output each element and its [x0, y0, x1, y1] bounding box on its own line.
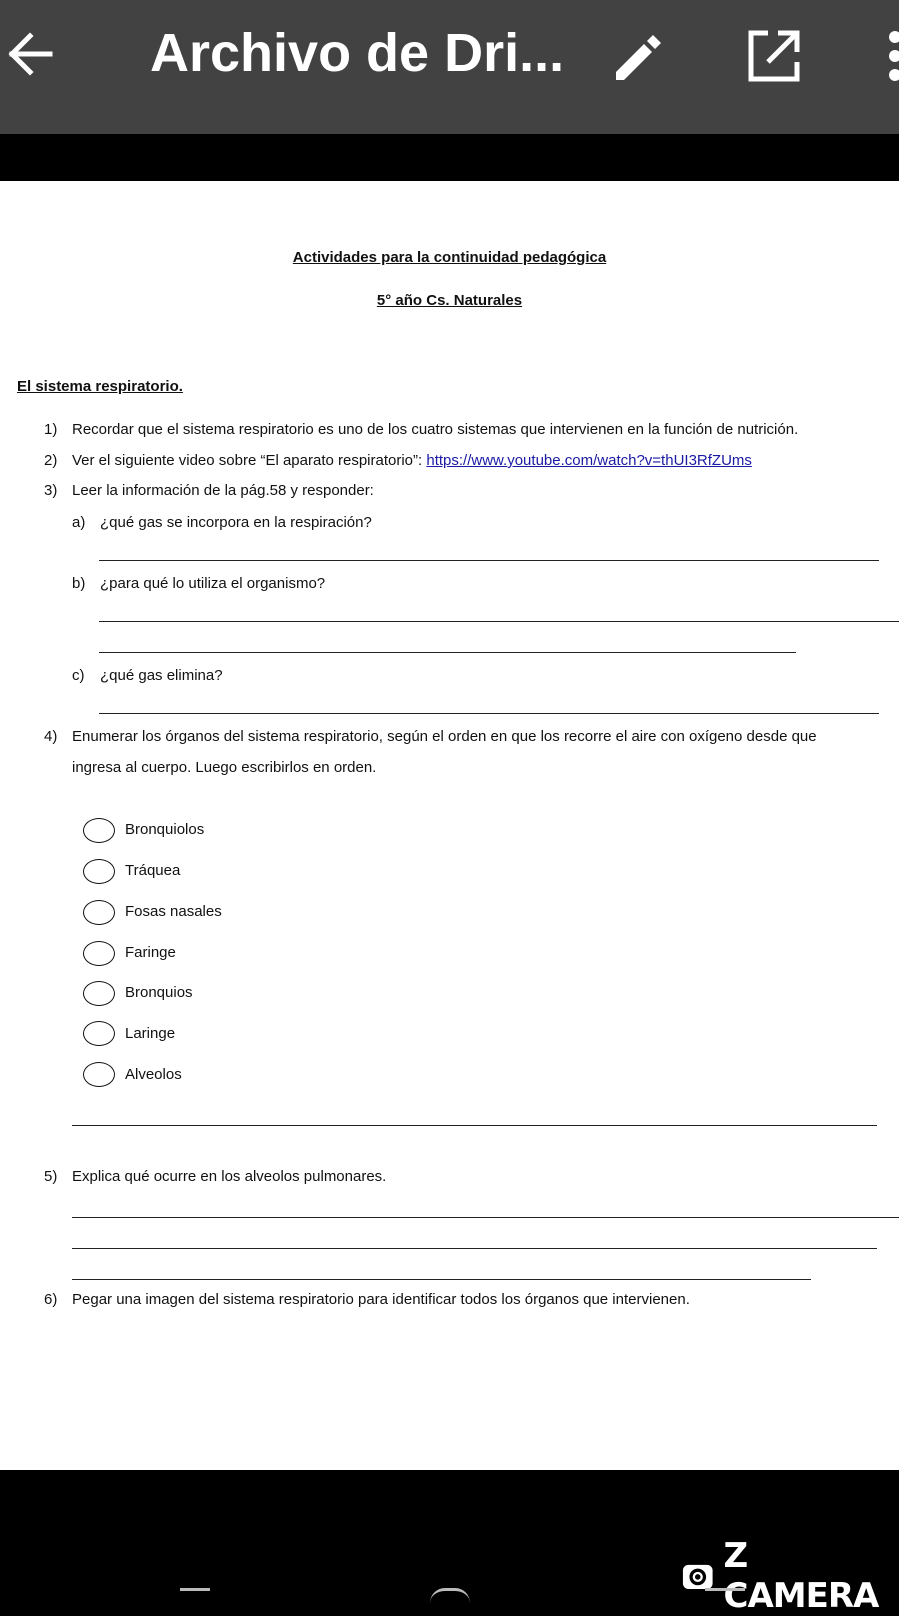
- answer-line: [72, 1248, 877, 1249]
- item-number: 5): [44, 1168, 58, 1185]
- subitem-text: ¿para qué lo utiliza el organismo?: [100, 575, 326, 592]
- item-number: 1): [44, 421, 58, 438]
- item-text: Recordar que el sistema respiratorio es uno de los cuatro sistemas que intervienen en la función de nutrición.: [72, 421, 799, 438]
- nav-home-hint[interactable]: [430, 1588, 470, 1603]
- item-number: 4): [44, 728, 58, 745]
- order-circle[interactable]: [83, 941, 115, 966]
- order-circle[interactable]: [83, 818, 115, 843]
- order-circle[interactable]: [83, 900, 115, 925]
- pencil-icon[interactable]: [610, 28, 666, 84]
- item-text: Pegar una imagen del sistema respiratorio para identificar todos los órganos que intervienen.: [72, 1291, 690, 1308]
- camera-icon: [682, 1561, 714, 1591]
- item-text: Explica qué ocurre en los alveolos pulmonares.: [72, 1168, 387, 1185]
- item-number: 2): [44, 452, 58, 469]
- watermark-text: Z CAMERA: [723, 1536, 879, 1616]
- nav-recents-hint[interactable]: [705, 1588, 745, 1603]
- subitem-letter: c): [72, 667, 85, 684]
- back-arrow-icon[interactable]: [6, 28, 54, 80]
- subitem-text: ¿qué gas se incorpora en la respiración?: [100, 514, 372, 531]
- answer-line: [99, 713, 879, 714]
- camera-watermark: [682, 1536, 899, 1616]
- item-number: 3): [44, 482, 58, 499]
- open-external-icon[interactable]: [746, 28, 802, 84]
- item-text: Leer la información de la pág.58 y responder:: [72, 482, 374, 499]
- item-text: Enumerar los órganos del sistema respiratorio, según el orden en que los recorre el aire con oxígeno desde que: [72, 728, 817, 745]
- order-circle[interactable]: [83, 1062, 115, 1087]
- nav-back-hint[interactable]: [180, 1588, 210, 1603]
- answer-line: [72, 1279, 811, 1280]
- page-title: Archivo de Dri...: [150, 23, 565, 83]
- video-link[interactable]: https://www.youtube.com/watch?v=thUI3RfZUms: [426, 452, 752, 469]
- doc-subtitle: 5° año Cs. Naturales: [376, 292, 523, 309]
- order-circle[interactable]: [83, 859, 115, 884]
- answer-line: [72, 1217, 899, 1218]
- section-heading: El sistema respiratorio.: [17, 378, 183, 395]
- document-page[interactable]: [0, 181, 899, 1470]
- subitem-letter: b): [72, 575, 86, 592]
- organ-option: Tráquea: [125, 862, 181, 879]
- answer-line: [99, 621, 899, 622]
- subitem-text: ¿qué gas elimina?: [100, 667, 223, 684]
- app-bar: [0, 0, 899, 134]
- organ-option: Bronquiolos: [125, 821, 205, 838]
- organ-option: Alveolos: [125, 1066, 182, 1083]
- answer-line: [72, 1125, 877, 1126]
- item-text-continued: ingresa al cuerpo. Luego escribirlos en orden.: [72, 759, 377, 776]
- organ-option: Faringe: [125, 944, 176, 961]
- order-circle[interactable]: [83, 981, 115, 1006]
- answer-line: [99, 652, 796, 653]
- item-text: Ver el siguiente video sobre “El aparato respiratorio”: https://www.youtube.com/watch?v=thUI3RfZUms: [72, 452, 752, 469]
- subitem-letter: a): [72, 514, 86, 531]
- organ-option: Bronquios: [125, 984, 193, 1001]
- item-number: 6): [44, 1291, 58, 1308]
- answer-line: [99, 560, 879, 561]
- order-circle[interactable]: [83, 1021, 115, 1046]
- doc-title: Actividades para la continuidad pedagógica: [292, 249, 607, 266]
- organ-option: Laringe: [125, 1025, 176, 1042]
- more-vert-icon[interactable]: [878, 30, 899, 82]
- organ-option: Fosas nasales: [125, 903, 222, 920]
